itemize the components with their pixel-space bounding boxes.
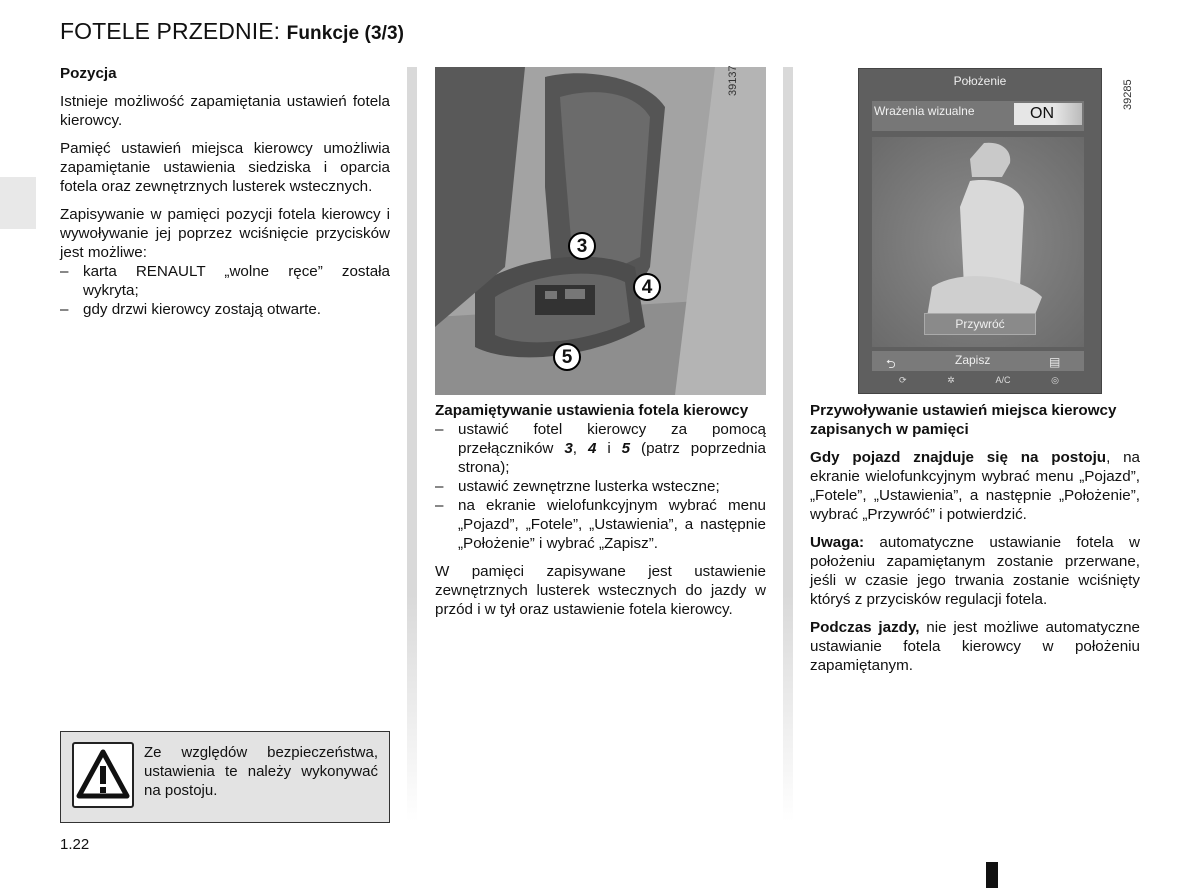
figure-code: 39285: [1122, 79, 1134, 110]
column-divider: [407, 67, 417, 822]
paragraph: Istnieje możliwość zapamiętania ustawień fotela kierowcy.: [60, 93, 390, 129]
paragraph: Gdy pojazd znajduje się na postoju, na ekranie wielofunkcyjnym wybrać menu „Pojazd”, „Fotele”, „Ustawienia”, a następnie „Położenie”, wybrać „Przywróć” i potwierdzić.: [810, 449, 1140, 523]
list-item: – gdy drzwi kierowcy zostają otwarte.: [60, 300, 390, 319]
paragraph: W pamięci zapisywane jest ustawienie zewnętrznych lusterek wstecznych do jazdy w przód i w tył oraz ustawienie fotela kierowcy.: [435, 563, 766, 618]
figure-code: 39137: [727, 65, 739, 96]
title-main: FOTELE PRZEDNIE:: [60, 18, 281, 44]
menu-icon[interactable]: ▤: [1049, 355, 1061, 369]
section-heading: Przywoływanie ustawień miejsca kierowcy zapisanych w pamięci: [810, 402, 1117, 438]
mode-icon[interactable]: ◎: [1051, 375, 1059, 385]
title-sub: Funkcje (3/3): [286, 23, 405, 44]
warning-text: Ze względów bezpieczeństwa, ustawienia te należy wykonywać na postoju.: [144, 744, 378, 799]
callout-5: 5: [553, 343, 581, 371]
screen-title: Położenie: [953, 74, 1007, 88]
paragraph: Pamięć ustawień miejsca kierowcy umożliwia zapamiętanie ustawienia siedziska i oparcia fotela oraz zewnętrznych lusterek wstecznych.: [60, 140, 390, 195]
list-item: – ustawić zewnętrzne lusterka wsteczne;: [435, 477, 766, 496]
warning-triangle-icon: [72, 742, 134, 808]
paragraph: Uwaga: automatyczne ustawianie fotela w położeniu zapamiętanym zostanie przerwane, jeśli w czasie jego trwania zostanie wciśnięty któryś z przycisków regulacji fotela.: [810, 534, 1140, 608]
visual-effects-row[interactable]: [872, 101, 1084, 131]
warning-box: [60, 731, 390, 823]
restore-button[interactable]: Przywróć: [924, 313, 1036, 335]
right-column: [810, 401, 1140, 684]
paragraph: Podczas jazdy, nie jest możliwe automatyczne ustawianie fotela kierowcy w położeniu zapamiętanym.: [810, 619, 1140, 674]
page-title: [60, 18, 404, 45]
left-column: [60, 64, 390, 328]
section-tab: [0, 177, 36, 229]
on-toggle[interactable]: [1014, 103, 1082, 125]
section-heading: Zapamiętywanie ustawienia fotela kierowcy: [435, 402, 749, 419]
paragraph: Zapisywanie w pamięci pozycji fotela kierowcy i wywoływanie jej poprzez wciśnięcie przycisków jest możliwe:: [60, 206, 390, 261]
save-button[interactable]: Zapisz: [955, 353, 991, 367]
multimedia-screen: [858, 68, 1102, 394]
end-marker: [986, 862, 998, 888]
column-divider: [783, 67, 793, 822]
back-arrow-icon[interactable]: ⮌: [886, 357, 896, 371]
middle-column: [435, 401, 766, 628]
steps-list: [435, 420, 766, 553]
toggle-label: ON: [1030, 105, 1054, 122]
condition-list: [60, 262, 390, 319]
ac-icon[interactable]: A/C: [995, 375, 1011, 385]
climate-icons: [899, 375, 1059, 386]
fan-icon[interactable]: ✲: [947, 375, 955, 385]
row-label: Wrażenia wizualne: [874, 104, 975, 118]
callout-3: 3: [568, 232, 596, 260]
seat-controls-photo: [435, 67, 766, 395]
recirculation-icon[interactable]: ⟳: [899, 375, 907, 385]
page-number: 1.22: [60, 836, 90, 853]
list-item: – karta RENAULT „wolne ręce” została wykryta;: [60, 262, 390, 300]
list-item: – ustawić fotel kierowcy za pomocą przełączników 3, 4 i 5 (patrz poprzednia strona);: [435, 420, 766, 477]
section-heading: Pozycja: [60, 65, 117, 82]
list-item: – na ekranie wielofunkcyjnym wybrać menu „Pojazd”, „Fotele”, „Ustawienia”, a następnie „Położenie” i wybrać „Zapisz”.: [435, 496, 766, 553]
callout-4: 4: [633, 273, 661, 301]
